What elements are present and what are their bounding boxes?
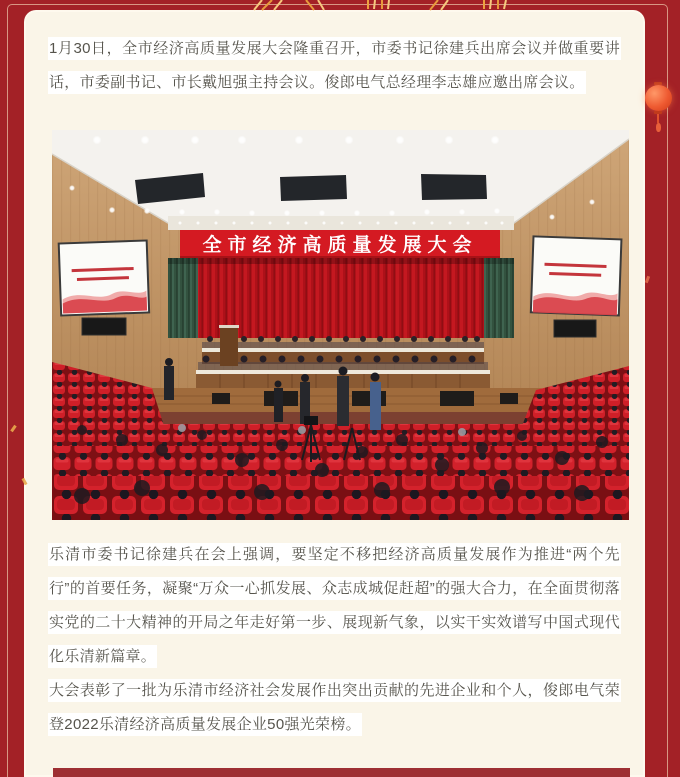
body-paragraph-2 [48,674,621,742]
intro-paragraph [48,32,621,100]
right-wall-screen [531,236,622,315]
left-wall-screen [59,240,149,315]
article-body [26,538,643,742]
gold-streamers-decoration [248,0,518,11]
confetti-icon [10,425,16,432]
conference-hall-illustration [52,130,629,520]
paragraph-2-text: 大会表彰了一批为乐清市经济社会发展作出突出贡献的先进企业和个人，俊郎电气荣登2022乐清经济高质量发展企业50强光荣榜。 [48,679,621,736]
stage-banner-text: 全市经济高质量发展大会 [202,235,478,256]
lantern-icon [642,82,674,134]
body-paragraph-1 [48,538,621,674]
podium [220,326,238,366]
paragraph-1-text: 乐清市委书记徐建兵在会上强调，要坚定不移把经济高质量发展作为推进“两个先行”的首要任务，凝聚“万众一心抓发展、众志成城促赶超”的强大合力，在全面贯彻落实党的二十大精神的开局之年走好第一步、展现新气象，以实干实效谱写中国式现代化乐清新篇章。 [48,543,621,668]
content-panel [24,10,645,777]
intro-text: 1月30日，全市经济高质量发展大会隆重召开，市委书记徐建兵出席会议并做重要讲话，市委副书记、市长戴旭强主持会议。俊郎电气总经理李志雄应邀出席会议。 [48,37,621,94]
confetti-icon [645,276,650,284]
bottom-divider-bar [53,768,630,777]
conference-photo [52,130,629,520]
